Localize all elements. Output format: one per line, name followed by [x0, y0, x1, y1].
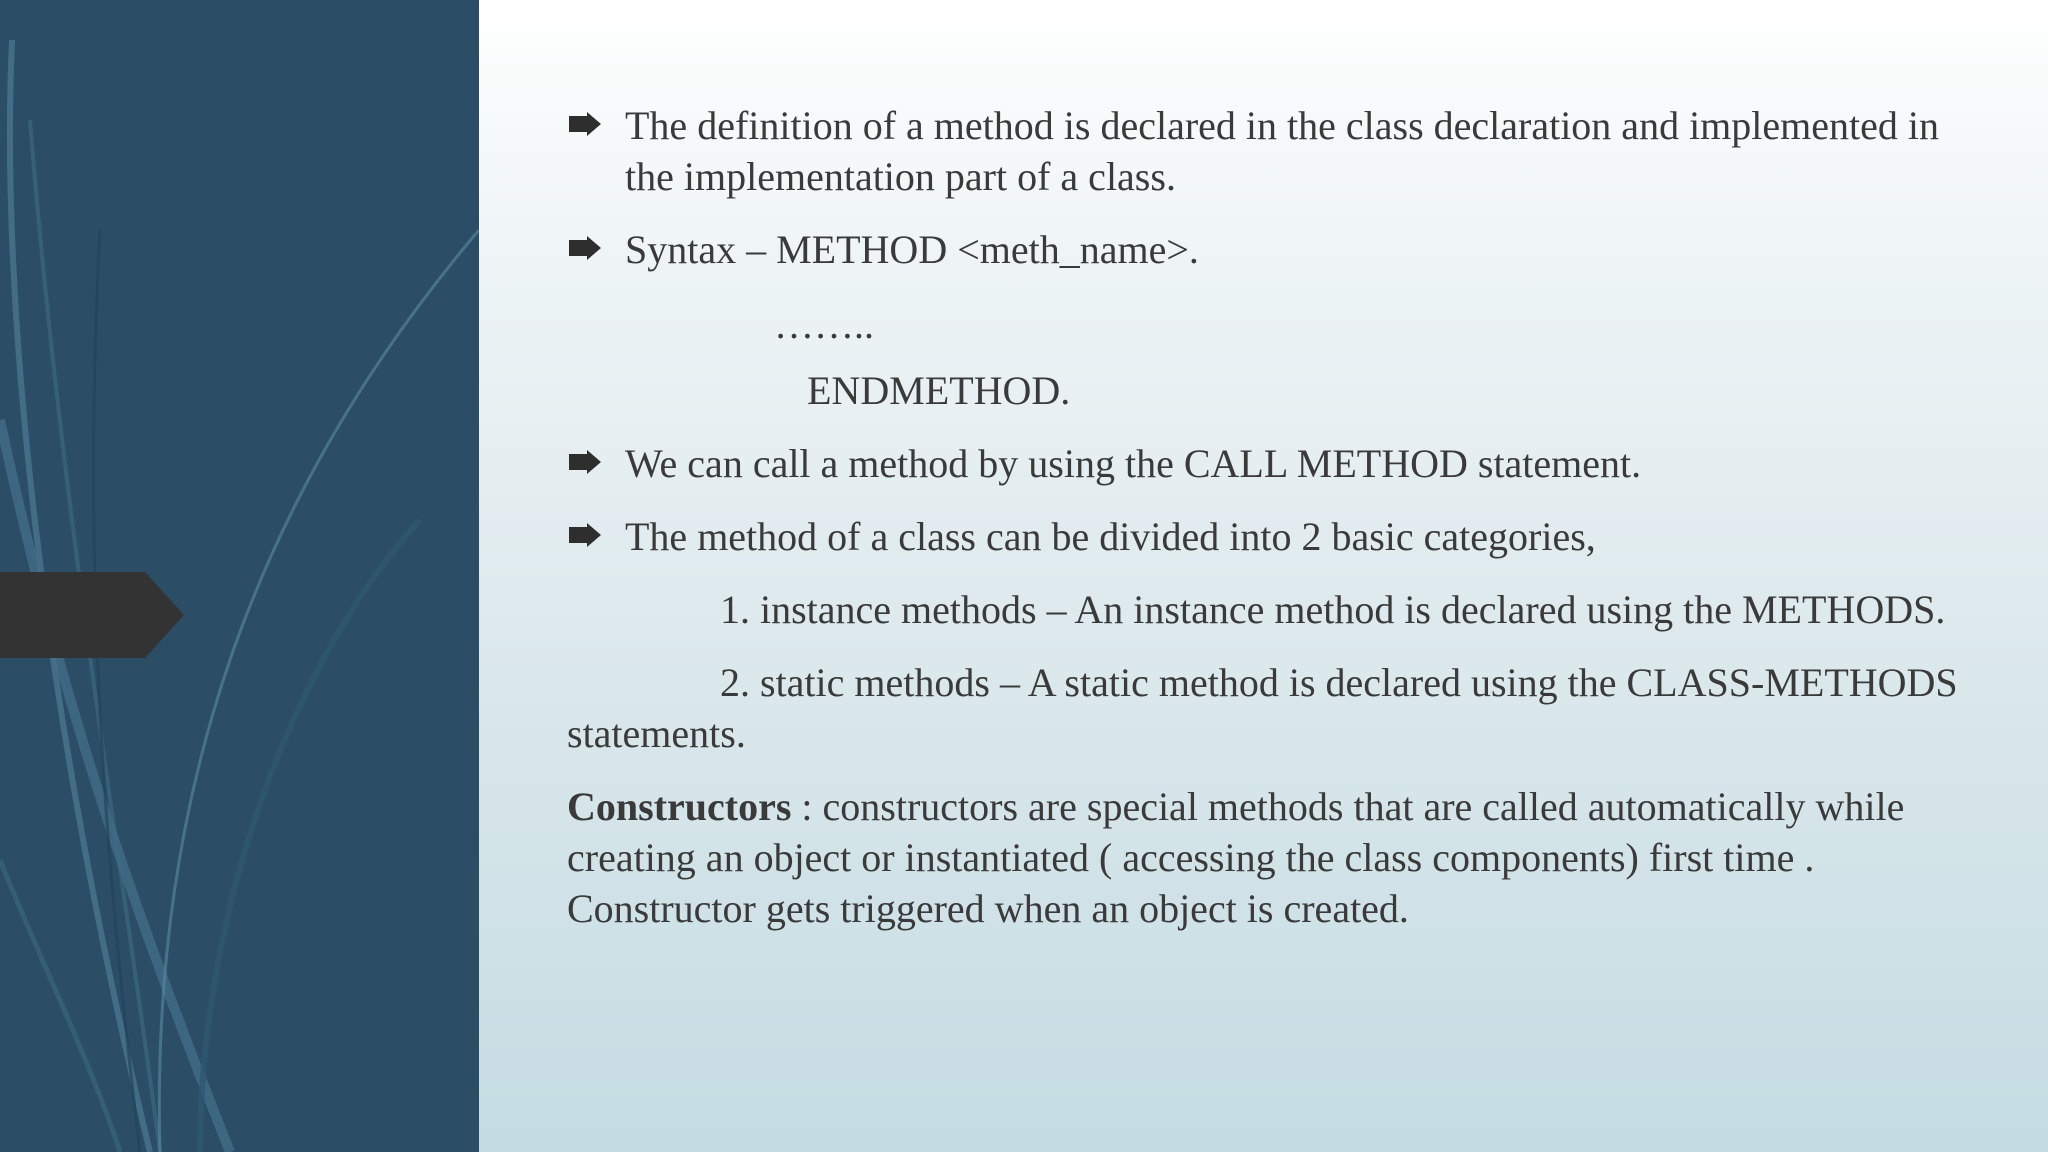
category-instance: 1. instance methods – An instance method is declared using the METHODS.	[720, 587, 1946, 632]
arrow-bullet-icon	[569, 523, 603, 547]
bullet-text: We can call a method by using the CALL METHOD statement.	[625, 441, 1642, 486]
constructors-paragraph	[567, 781, 1987, 934]
category-static: 2. static methods – A static method is declared using the CLASS-METHODS statements.	[567, 660, 1958, 756]
arrow-tab-shape	[0, 572, 186, 658]
bullet-item	[567, 100, 1987, 202]
arrow-bullet-icon	[569, 236, 603, 260]
bullet-text: The method of a class can be divided into 2 basic categories,	[625, 514, 1596, 559]
syntax-end: ENDMETHOD.	[807, 368, 1071, 413]
bullet-text: Syntax – METHOD <meth_name>.	[625, 227, 1199, 272]
syntax-dots: ……..	[774, 302, 874, 347]
arrow-bullet-icon	[569, 112, 603, 136]
bullet-text: The definition of a method is declared in the class declaration and implemented in the implementation part of a class.	[625, 103, 1940, 199]
arrow-bullet-icon	[569, 450, 603, 474]
bullet-item	[567, 224, 1987, 275]
constructors-text: : constructors are special methods that are called automatically while creating an object or instantiated ( accessing the class components) first time . Constructor gets triggered when an object is created.	[567, 784, 1905, 931]
constructors-term: Constructors	[567, 784, 792, 829]
slide-content	[567, 100, 1987, 934]
bullet-item	[567, 511, 1987, 562]
bullet-item	[567, 438, 1987, 489]
